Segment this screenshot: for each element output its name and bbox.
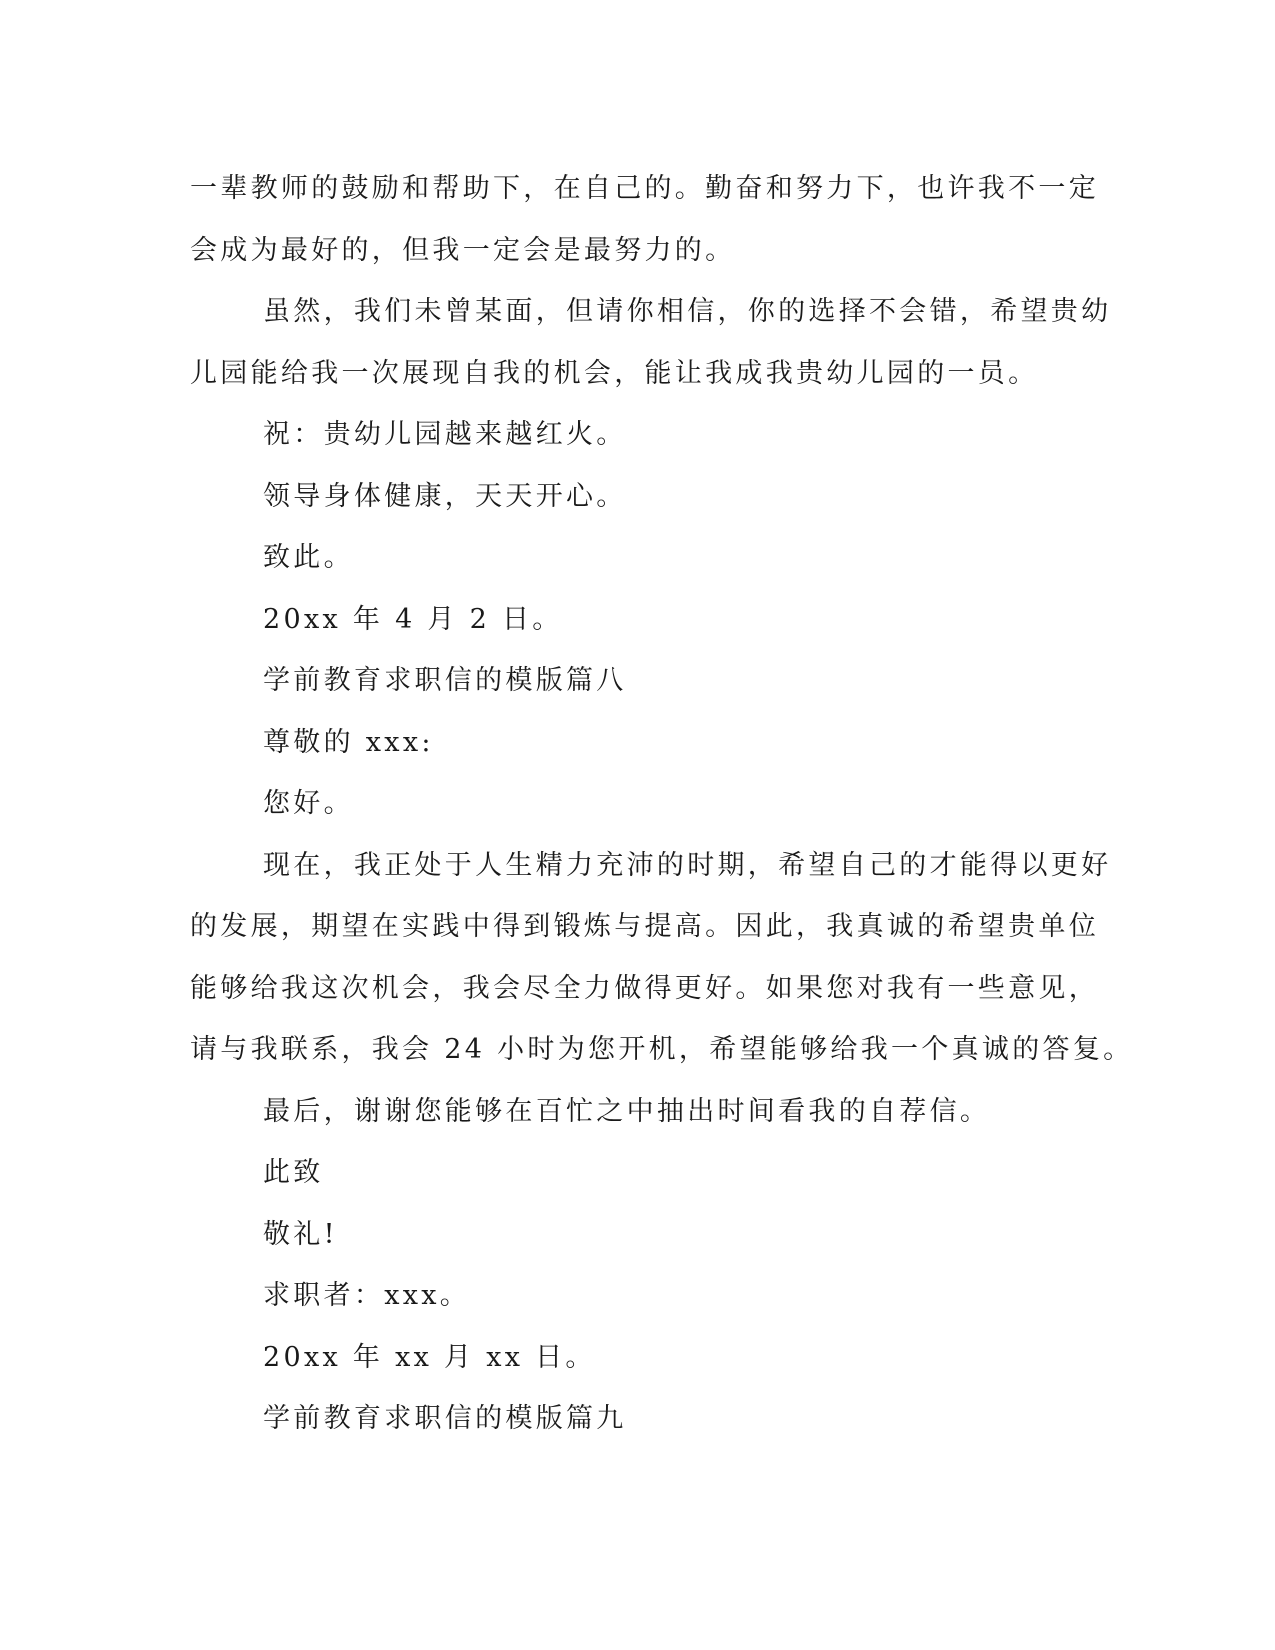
paragraph-line: 最后，谢谢您能够在百忙之中抽出时间看我的自荐信。 bbox=[263, 1095, 991, 1127]
paragraph-line: 现在，我正处于人生精力充沛的时期，希望自己的才能得以更好 bbox=[263, 849, 1112, 881]
closing-line: 此致 bbox=[263, 1157, 324, 1188]
closing-line: 致此。 bbox=[263, 542, 354, 573]
paragraph-line: 一辈教师的鼓励和帮助下，在自己的。勤奋和努力下，也许我不一定 bbox=[190, 173, 1099, 204]
paragraph-line: 会成为最好的，但我一定会是最努力的。 bbox=[190, 234, 736, 266]
blessing-line: 领导身体健康，天天开心。 bbox=[263, 480, 627, 512]
section-heading: 学前教育求职信的模版篇八 bbox=[263, 665, 627, 696]
document-body bbox=[190, 158, 1134, 1450]
paragraph-line: 虽然，我们未曾某面，但请你相信，你的选择不会错，希望贵幼 bbox=[263, 296, 1112, 327]
salutation: 尊敬的 xxx: bbox=[263, 726, 434, 758]
paragraph-line: 儿园能给我一次展现自我的机会，能让我成我贵幼儿园的一员。 bbox=[190, 357, 1039, 389]
date-line: 20xx 年 xx 月 xx 日。 bbox=[263, 1341, 596, 1373]
signature-line: 求职者：xxx。 bbox=[263, 1280, 471, 1311]
paragraph-line: 能够给我这次机会，我会尽全力做得更好。如果您对我有一些意见， bbox=[190, 972, 1099, 1004]
blessing-line: 祝：贵幼儿园越来越红火。 bbox=[263, 419, 627, 450]
paragraph-line: 的发展，期望在实践中得到锻炼与提高。因此，我真诚的希望贵单位 bbox=[190, 911, 1099, 942]
section-heading: 学前教育求职信的模版篇九 bbox=[263, 1403, 627, 1434]
greeting: 您好。 bbox=[263, 788, 354, 819]
closing-line: 敬礼! bbox=[263, 1218, 338, 1250]
date-line: 20xx 年 4 月 2 日。 bbox=[263, 603, 563, 635]
paragraph-line: 请与我联系，我会 24 小时为您开机，希望能够给我一个真诚的答复。 bbox=[190, 1034, 1134, 1065]
